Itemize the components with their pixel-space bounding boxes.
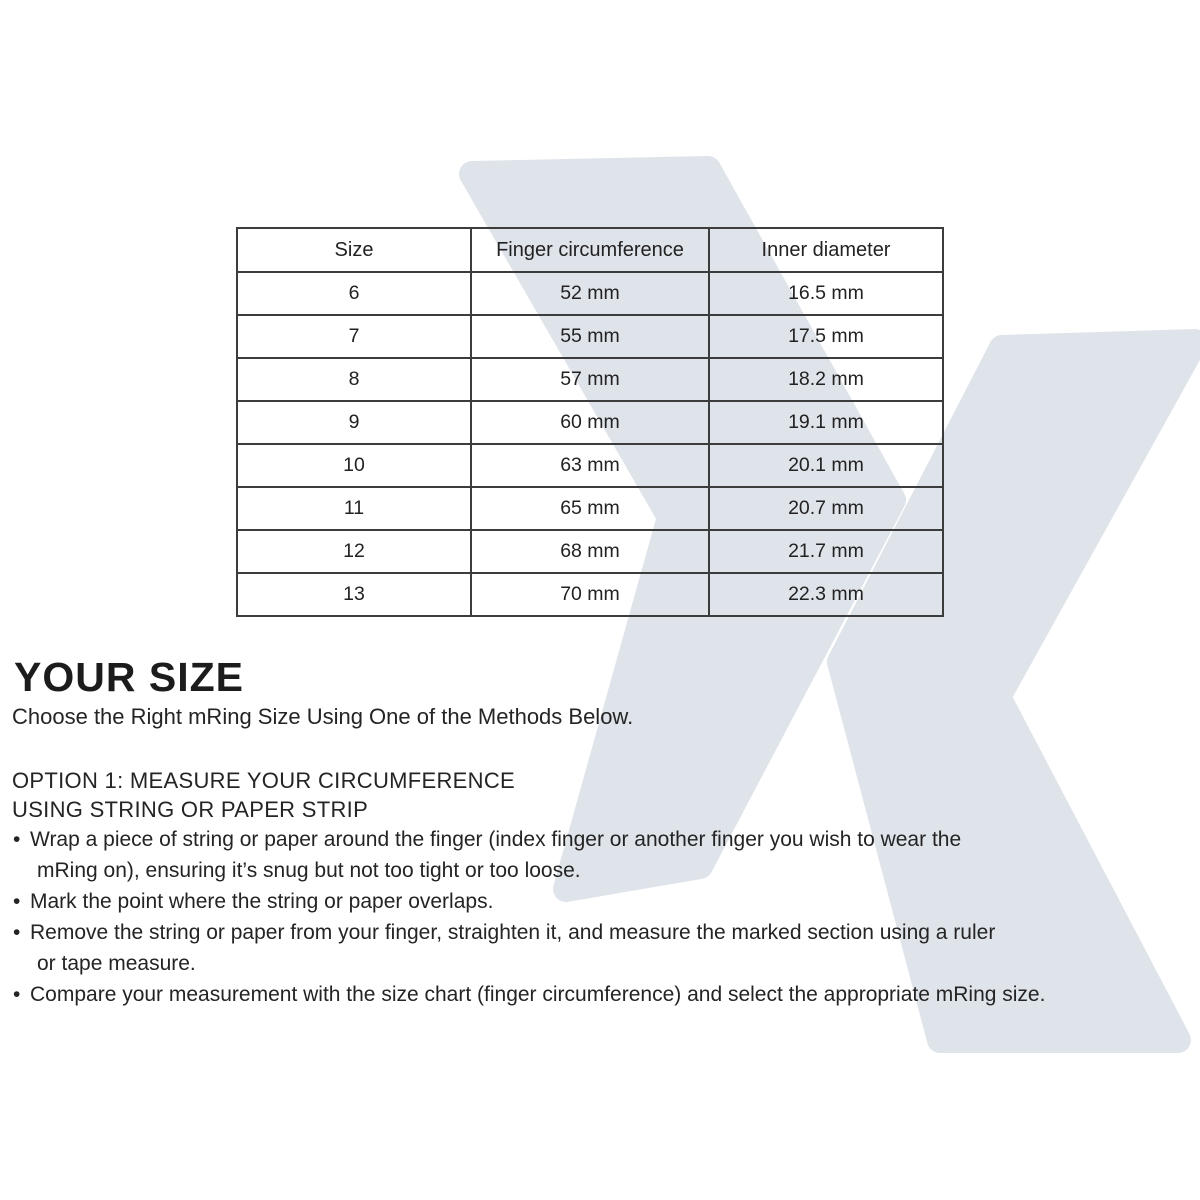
table-cell: 21.7 mm bbox=[709, 530, 943, 573]
table-row bbox=[237, 444, 943, 487]
table-row bbox=[237, 401, 943, 444]
table-cell: 65 mm bbox=[471, 487, 709, 530]
table-row bbox=[237, 315, 943, 358]
bullet-text: Remove the string or paper from your finger, straighten it, and measure the marked section using a ruler or tape measure. bbox=[30, 921, 996, 975]
instruction-bullet bbox=[13, 886, 1195, 917]
table-cell: 57 mm bbox=[471, 358, 709, 401]
table-cell: 10 bbox=[237, 444, 471, 487]
table-cell: 22.3 mm bbox=[709, 573, 943, 616]
instruction-bullet bbox=[13, 824, 1195, 886]
table-cell: 19.1 mm bbox=[709, 401, 943, 444]
table-cell: 52 mm bbox=[471, 272, 709, 315]
table-cell: 16.5 mm bbox=[709, 272, 943, 315]
page-subtitle: Choose the Right mRing Size Using One of the Methods Below. bbox=[12, 704, 634, 729]
bullet-text: Compare your measurement with the size chart (finger circumference) and select the appropriate mRing size. bbox=[30, 983, 1046, 1006]
option-heading bbox=[12, 766, 515, 824]
table-cell: 63 mm bbox=[471, 444, 709, 487]
header-size: Size bbox=[237, 228, 471, 272]
bullet-text: Mark the point where the string or paper overlaps. bbox=[30, 890, 494, 913]
table-cell: 12 bbox=[237, 530, 471, 573]
table-row bbox=[237, 487, 943, 530]
table-cell: 55 mm bbox=[471, 315, 709, 358]
header-inner-diameter: Inner diameter bbox=[709, 228, 943, 272]
table-cell: 7 bbox=[237, 315, 471, 358]
header-finger-circumference: Finger circumference bbox=[471, 228, 709, 272]
bullet-dot: • bbox=[13, 921, 21, 944]
table-cell: 17.5 mm bbox=[709, 315, 943, 358]
table-cell: 20.7 mm bbox=[709, 487, 943, 530]
table-header-row bbox=[237, 228, 943, 272]
table-cell: 60 mm bbox=[471, 401, 709, 444]
table-row bbox=[237, 530, 943, 573]
table-cell: 13 bbox=[237, 573, 471, 616]
table-cell: 6 bbox=[237, 272, 471, 315]
instruction-bullet bbox=[13, 917, 1195, 979]
instruction-bullet bbox=[13, 979, 1195, 1010]
table-cell: 20.1 mm bbox=[709, 444, 943, 487]
table-cell: 11 bbox=[237, 487, 471, 530]
table-row bbox=[237, 573, 943, 616]
table-row bbox=[237, 272, 943, 315]
option-heading-line-1: OPTION 1: MEASURE YOUR CIRCUMFERENCE bbox=[12, 768, 516, 793]
table-cell: 8 bbox=[237, 358, 471, 401]
table-cell: 9 bbox=[237, 401, 471, 444]
bullet-text: Wrap a piece of string or paper around the finger (index finger or another finger you wish to wear the mRing on), ensuring it’s snug but not too tight or too loose. bbox=[30, 828, 962, 882]
table-row bbox=[237, 358, 943, 401]
bullet-dot: • bbox=[13, 828, 21, 851]
bullet-dot: • bbox=[13, 890, 21, 913]
table-cell: 70 mm bbox=[471, 573, 709, 616]
ring-size-table bbox=[236, 227, 944, 617]
page-title: YOUR SIZE bbox=[14, 654, 244, 700]
bullet-dot: • bbox=[13, 983, 21, 1006]
instruction-bullets bbox=[13, 824, 1195, 1010]
option-heading-line-2: USING STRING OR PAPER STRIP bbox=[12, 797, 369, 822]
table-cell: 18.2 mm bbox=[709, 358, 943, 401]
table-cell: 68 mm bbox=[471, 530, 709, 573]
